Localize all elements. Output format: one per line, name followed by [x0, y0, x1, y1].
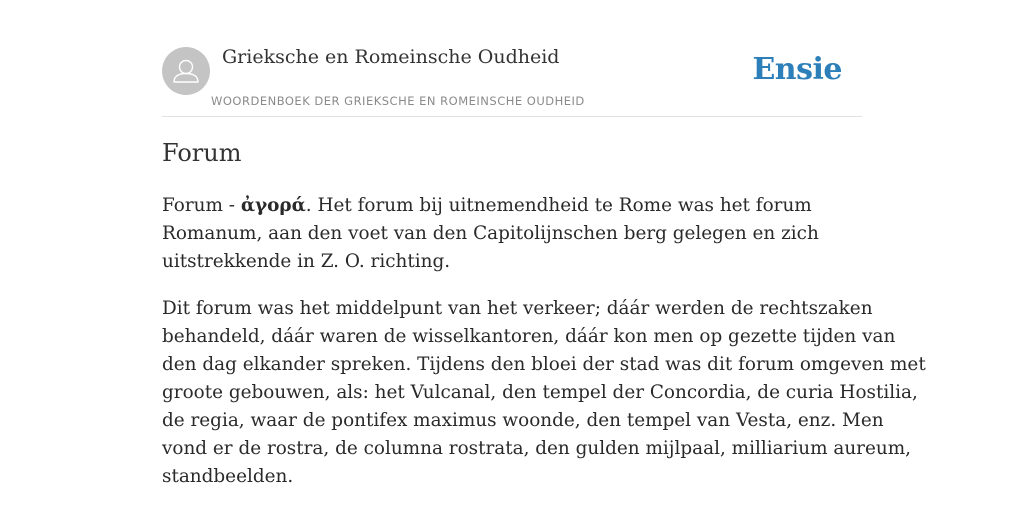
paragraph-2-line: de regia, waar de pontifex maximus woonde, den tempel van Vesta, enz. Men	[162, 410, 884, 431]
source-subtitle: WOORDENBOEK DER GRIEKSCHE EN ROMEINSCHE OUDHEID	[211, 94, 585, 108]
paragraph-2-line: Dit forum was het middelpunt van het verkeer; dáár werden de rechtszaken	[162, 298, 873, 319]
header	[162, 0, 862, 117]
source-avatar[interactable]	[162, 47, 210, 95]
paragraph-2-line: standbeelden.	[162, 466, 294, 487]
user-icon	[162, 47, 210, 95]
paragraph-1-line-2: Romanum, aan den voet van den Capitolijnschen berg gelegen en zich	[162, 223, 819, 244]
paragraph-2-line: behandeld, dáár waren de wisselkantoren, dáár kon men op gezette tijden van	[162, 326, 896, 347]
entry-paragraph-1	[162, 192, 862, 276]
ensie-logo-link[interactable]: Ensie	[752, 52, 842, 87]
paragraph-2-line: groote gebouwen, als: het Vulcanal, den tempel der Concordia, de curia Hostilia,	[162, 382, 918, 403]
page	[162, 0, 926, 487]
paragraph-2-line: vond er de rostra, de columna rostrata, den gulden mijlpaal, milliarium aureum,	[162, 438, 911, 459]
paragraph-1-line-1	[162, 192, 862, 220]
entry-term: Forum -	[162, 195, 241, 216]
entry-paragraph-2	[162, 295, 926, 491]
paragraph-2-line: den dag elkander spreken. Tijdens den bloei der stad was dit forum omgeven met	[162, 354, 926, 375]
paragraph-1-line-3: uitstrekkende in Z. O. richting.	[162, 251, 451, 272]
greek-term: ἀγορά	[240, 195, 306, 216]
entry-title: Forum	[162, 139, 242, 167]
paragraph-1-line-1-rest: . Het forum bij uitnemendheid te Rome was het forum	[305, 195, 812, 216]
source-title-link[interactable]: Grieksche en Romeinsche Oudheid	[222, 46, 560, 68]
